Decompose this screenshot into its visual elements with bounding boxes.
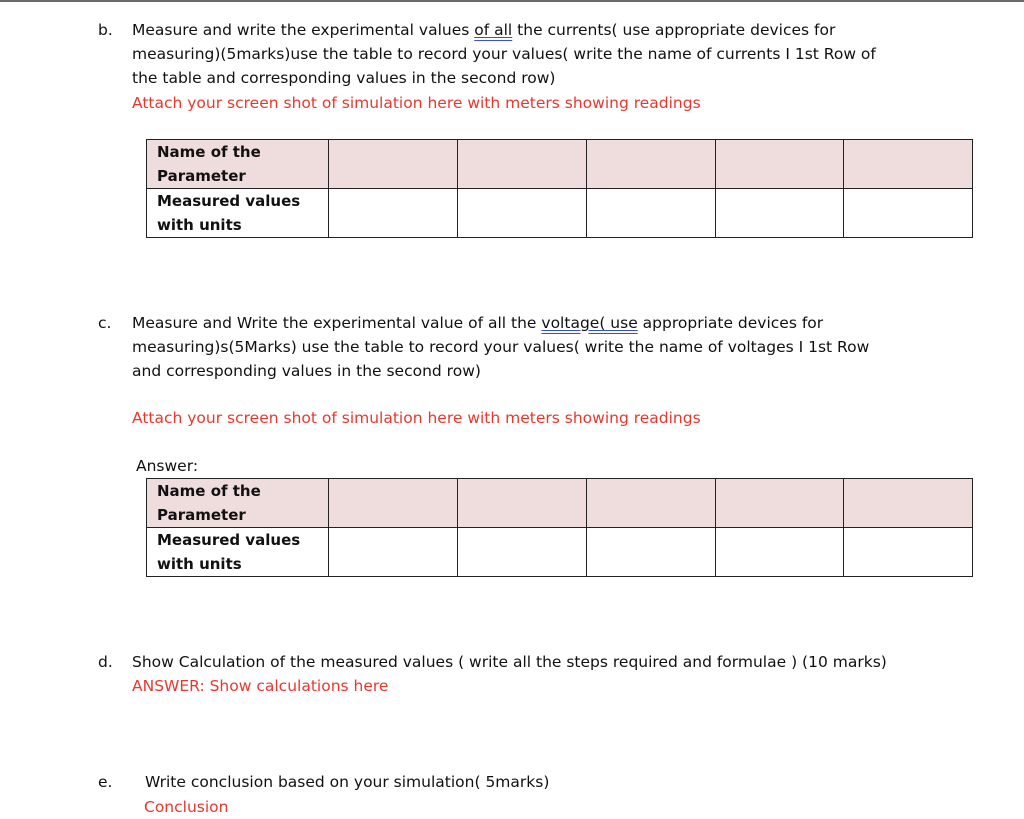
section-c-line-2: measuring)s(5Marks) use the table to record your values( write the name of voltages I 1st Row: [132, 338, 870, 356]
currents-table-cell[interactable]: [329, 140, 458, 189]
section-e-conclusion-label: Conclusion: [144, 798, 229, 816]
section-d-marker: d.: [98, 653, 113, 671]
currents-table-cell[interactable]: [844, 189, 973, 238]
voltages-table-cell[interactable]: [844, 528, 973, 577]
section-c-attach-instruction: Attach your screen shot of simulation here with meters showing readings: [132, 409, 701, 427]
section-b-line-2: measuring)(5marks)use the table to record your values( write the name of currents I 1st Row of: [132, 45, 876, 63]
section-c-line-1-text: Measure and Write the experimental value of all the: [132, 314, 542, 332]
section-b-marker: b.: [98, 21, 113, 39]
section-c-line-3: and corresponding values in the second row): [132, 362, 481, 380]
voltages-table-values-row: [147, 528, 973, 577]
voltages-table-cell[interactable]: [716, 479, 844, 528]
currents-table-cell[interactable]: [329, 189, 458, 238]
section-b-underlined-phrase: of all: [474, 21, 513, 39]
voltages-table: [146, 478, 973, 577]
section-c-line-1: [132, 311, 823, 335]
top-border: [0, 0, 1024, 2]
currents-table-row2-label: Measured values with units: [147, 189, 329, 238]
section-d-answer-instruction: ANSWER: Show calculations here: [132, 677, 389, 695]
currents-table-cell[interactable]: [458, 140, 587, 189]
currents-table-header-row: [147, 140, 973, 189]
voltages-table-cell[interactable]: [587, 479, 716, 528]
currents-table-cell[interactable]: [587, 140, 716, 189]
currents-table-row1-label: Name of the Parameter: [147, 140, 329, 189]
currents-table-cell[interactable]: [844, 140, 973, 189]
voltages-table-cell[interactable]: [844, 479, 973, 528]
section-b-line-1-rest: the currents( use appropriate devices for: [512, 21, 836, 39]
voltages-table-cell[interactable]: [458, 528, 587, 577]
section-c-underlined-phrase: voltage( use: [541, 314, 638, 332]
section-b-attach-instruction: Attach your screen shot of simulation here with meters showing readings: [132, 94, 701, 112]
section-e-line-1: Write conclusion based on your simulation( 5marks): [145, 773, 550, 791]
currents-table-cell[interactable]: [587, 189, 716, 238]
section-e-marker: e.: [98, 773, 113, 791]
voltages-table-row1-label: Name of the Parameter: [147, 479, 329, 528]
currents-table: [146, 139, 973, 238]
section-c-line-1-rest: appropriate devices for: [637, 314, 824, 332]
currents-table-cell[interactable]: [716, 189, 844, 238]
section-b-line-1: [132, 18, 835, 42]
voltages-table-cell[interactable]: [329, 528, 458, 577]
voltages-table-cell[interactable]: [716, 528, 844, 577]
voltages-table-cell[interactable]: [329, 479, 458, 528]
voltages-table-header-row: [147, 479, 973, 528]
section-c-marker: c.: [98, 314, 112, 332]
currents-table-cell[interactable]: [458, 189, 587, 238]
currents-table-values-row: [147, 189, 973, 238]
currents-table-cell[interactable]: [716, 140, 844, 189]
section-b-line-1-text: Measure and write the experimental values: [132, 21, 475, 39]
section-d-line-1: Show Calculation of the measured values ( write all the steps required and formulae ) (10 marks): [132, 653, 887, 671]
section-b-line-3: the table and corresponding values in the second row): [132, 69, 556, 87]
section-c-answer-label: Answer:: [136, 457, 199, 475]
voltages-table-row2-label: Measured values with units: [147, 528, 329, 577]
voltages-table-cell[interactable]: [587, 528, 716, 577]
voltages-table-cell[interactable]: [458, 479, 587, 528]
